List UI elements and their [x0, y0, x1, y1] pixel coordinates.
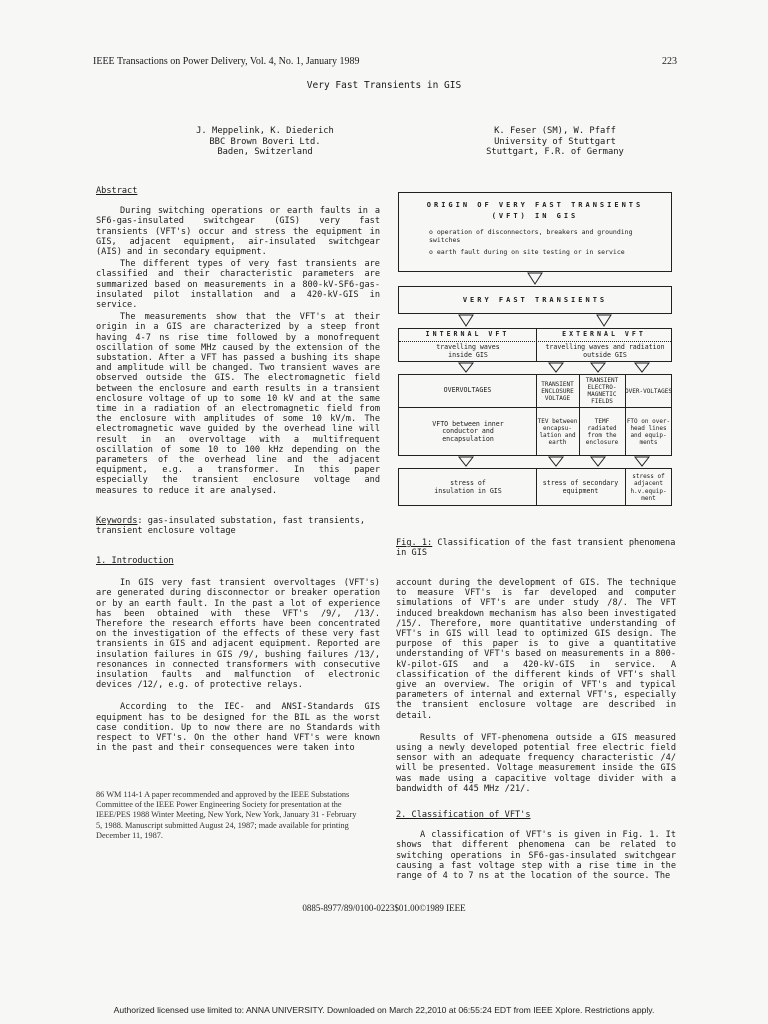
tev-desc-cell: TEV between encapsu-lation and earth	[537, 417, 578, 447]
down-arrow-icon	[525, 272, 545, 286]
abstract-heading: Abstract	[96, 186, 138, 196]
abstract-paragraph-2: The different types of very fast transients are classified and their characteristic parameters are summarized based on measurements in a 800-kV-SF6-gas-insulated pilot installation and a 420-kV-GIS in service.	[96, 259, 380, 311]
ext-overvoltages-cell: OVER-VOLTAGES	[625, 387, 672, 395]
right-paragraph-2: Results of VFT-phenomena outside a GIS measured using a newly developed potential free electric field sensor with an adequate frequency characteristic /4/ will be presented. Voltage measurement inside the GIS was made using a capacitive voltage divider with a bandwidth of 445 MHz /21/.	[396, 732, 676, 794]
stress-adjacent-cell: stress of adjacent h.v.equip-ment	[630, 473, 667, 502]
author-location-right: Stuttgart, F.R. of Germany	[486, 147, 624, 157]
origin-box	[398, 192, 672, 272]
intro-section	[96, 556, 380, 753]
intro-paragraph-2: According to the IEC- and ANSI-Standards GIS equipment has to be designed for the BIL as the worst case condition. Up to now there are no Standards with respect to VFT's. On the other hand VFT's were known in the past and their consequences were taken into	[96, 702, 380, 754]
author-location-left: Baden, Switzerland	[217, 147, 313, 157]
internal-vft-label: INTERNAL VFT	[425, 330, 510, 339]
vft-box	[398, 286, 672, 314]
origin-title-1: ORIGIN OF VERY FAST TRANSIENTS	[426, 201, 644, 209]
down-arrow-icon	[588, 456, 608, 468]
vfto-cell: VFTO between inner conductor and encapsulation	[432, 419, 504, 443]
down-arrow-icon	[546, 362, 566, 374]
external-vft-desc: travelling waves and radiation outside GIS	[545, 342, 665, 359]
vft-box-label: VERY FAST TRANSIENTS	[462, 296, 608, 304]
intro-paragraph-1: In GIS very fast transient overvoltages (VFT's) are generated during disconnector or breaker operation or by an earth fault. In the past a lot of experience has been obtained with these VFT's /9/, /13/. Therefore the research efforts have been concentrated on the investigation of the effects of these very fast transients in GIS and adjacent equipment. Reported are insulation failures in GIS /9/, bushing failures /13/, resonances in connected transformers with consecutive insulation faults and malfunction of electronic devices /12/, e.g. of protective relays.	[96, 578, 380, 691]
internal-vft-desc: travelling waves inside GIS	[436, 342, 500, 359]
keywords-label: Keywords	[96, 516, 138, 526]
download-notice: Authorized licensed use limited to: ANNA UNIVERSITY. Downloaded on March 22,2010 at 06:55:24 EDT from IEEE Xplore. Restrictions apply.	[113, 1005, 655, 1015]
down-arrow-icon	[456, 456, 476, 468]
author-names-right: K. Feser (SM), W. Pfaff	[494, 126, 616, 136]
authors-right	[440, 126, 670, 158]
phenomena-grid	[398, 374, 672, 456]
down-arrow-icon	[632, 362, 652, 374]
stress-row	[398, 468, 672, 506]
footnote: 86 WM 114-1 A paper recommended and approved by the IEEE Substations Committee of the IEEE Power Engineering Society for presentation at the IEEE/PES 1988 Winter Meeting, New York, New York, January 31 - February 5, 1988. Manuscript submitted August 24, 1987; made available for printing December 11, 1987.	[96, 790, 357, 840]
down-arrow-icon	[456, 362, 476, 374]
keywords: Keywords: gas-insulated substation, fast transients, transient enclosure voltage	[96, 516, 366, 537]
abstract-paragraph-3: The measurements show that the VFT's at their origin in a GIS are characterized by a steep front having 4-7 ns rise time followed by a monofrequent oscillation of some MHz caused by the extension of the substation. After a VFT has passed a bushing its shape and amplitude will be changed. Two transient waves are observed outside the GIS. The electromagnetic field between the enclosure and earth results in a transient enclosure voltage of up to some 10 kV and at the same time in a radiation of an electromagnetic field from the enclosure with amplitudes of some 10 kV/m. The electromagnetic wave guided by the overhead line will result in an overvoltage with a multifrequent oscillation of some 10 to 100 kHz depending on the parameters of the overhead line and the adjacent equipment, e.g. a transformer. In this paper especially the transient enclosure voltage and measures to reduce it are analysed.	[96, 312, 380, 496]
overvoltages-cell: OVERVOLTAGES	[443, 386, 492, 395]
section-2-heading: 2. Classification of VFT's	[396, 810, 531, 821]
intro-heading: 1. Introduction	[96, 556, 174, 566]
author-affiliation-right: University of Stuttgart	[494, 136, 616, 147]
emf-cell: TRANSIENT ELECTRO-MAGNETIC FIELDS	[585, 377, 619, 405]
right-paragraph-1: account during the development of GIS. The technique to measure VFT's is far developed and computer simulations of VFT's are under study /8/. The VFT induced breakdown mechanism has also been investigated /15/. Therefore, more quantitative understanding of VFT's in GIS will lead to optimized GIS design. The purpose of this paper is to give a quantitative understanding of VFT's based on measurements in a 800-kV-pilot-GIS and a 420-kV-GIS in service. A classification of the different kinds of VFT's shall give an overview. The origin of VFT's and typical parameters of internal and external VFT's, especially the transient enclosure voltage are described in detail.	[396, 578, 676, 721]
abstract-paragraph-1: During switching operations or earth faults in a SF6-gas-insulated switchgear (GIS) very fast transients (VFT's) occur and stress the equipment in GIS, adjacent equipment, air-insulated switchgear (AIS) and in secondary equipment.	[96, 206, 380, 258]
internal-external-box	[398, 328, 672, 362]
origin-item-1: o operation of disconnectors, breakers and grounding switches	[429, 228, 633, 244]
origin-item-2: o earth fault during on site testing or in service	[429, 248, 625, 256]
down-arrow-icon	[546, 456, 566, 468]
down-arrow-icon	[632, 456, 652, 468]
down-arrow-icon	[588, 362, 608, 374]
tev-cell: TRANSIENT ENCLOSURE VOLTAGE	[541, 380, 574, 402]
author-affiliation-left: BBC Brown Boveri Ltd.	[209, 136, 321, 147]
figure-caption-text: Classification of the fast transient phenomena in GIS	[396, 538, 676, 559]
keywords-text: gas-insulated substation, fast transients, transient enclosure voltage	[96, 516, 366, 537]
right-paragraph-3: A classification of VFT's is given in Fig. 1. It shows that different phenomena can be related to switching operations in SF6-gas-insulated switchgear causing a fast voltage step with a rise time in the range of 4 to 7 ns at the location of the source. The	[396, 830, 676, 882]
figure-caption	[396, 538, 676, 558]
stress-secondary-cell: stress of secondary equipment	[542, 478, 619, 495]
origin-title-2: (VFT) IN GIS	[491, 212, 579, 220]
paper-title: Very Fast Transients in GIS	[306, 80, 462, 91]
copyright-line: 0885-8977/89/0100-0223$01.00©1989 IEEE	[302, 903, 466, 913]
stress-insulation-cell: stress of insulation in GIS	[434, 478, 502, 495]
figure-label: Fig. 1:	[396, 538, 433, 548]
abstract-section	[96, 186, 380, 496]
temf-desc-cell: TEMF radiated from the enclosure	[585, 417, 619, 447]
journal-header: IEEE Transactions on Power Delivery, Vol. 4, No. 1, January 1989	[93, 56, 360, 67]
fto-desc-cell: FTO on over-head lines and equip-ments	[626, 417, 671, 447]
down-arrow-icon	[594, 314, 614, 328]
author-names-left: J. Meppelink, K. Diederich	[196, 126, 334, 136]
right-column	[396, 578, 676, 881]
down-arrow-icon	[456, 314, 476, 328]
page-number: 223	[662, 56, 677, 67]
authors-left	[150, 126, 380, 158]
classification-diagram	[398, 192, 672, 514]
external-vft-label: EXTERNAL VFT	[562, 330, 646, 339]
